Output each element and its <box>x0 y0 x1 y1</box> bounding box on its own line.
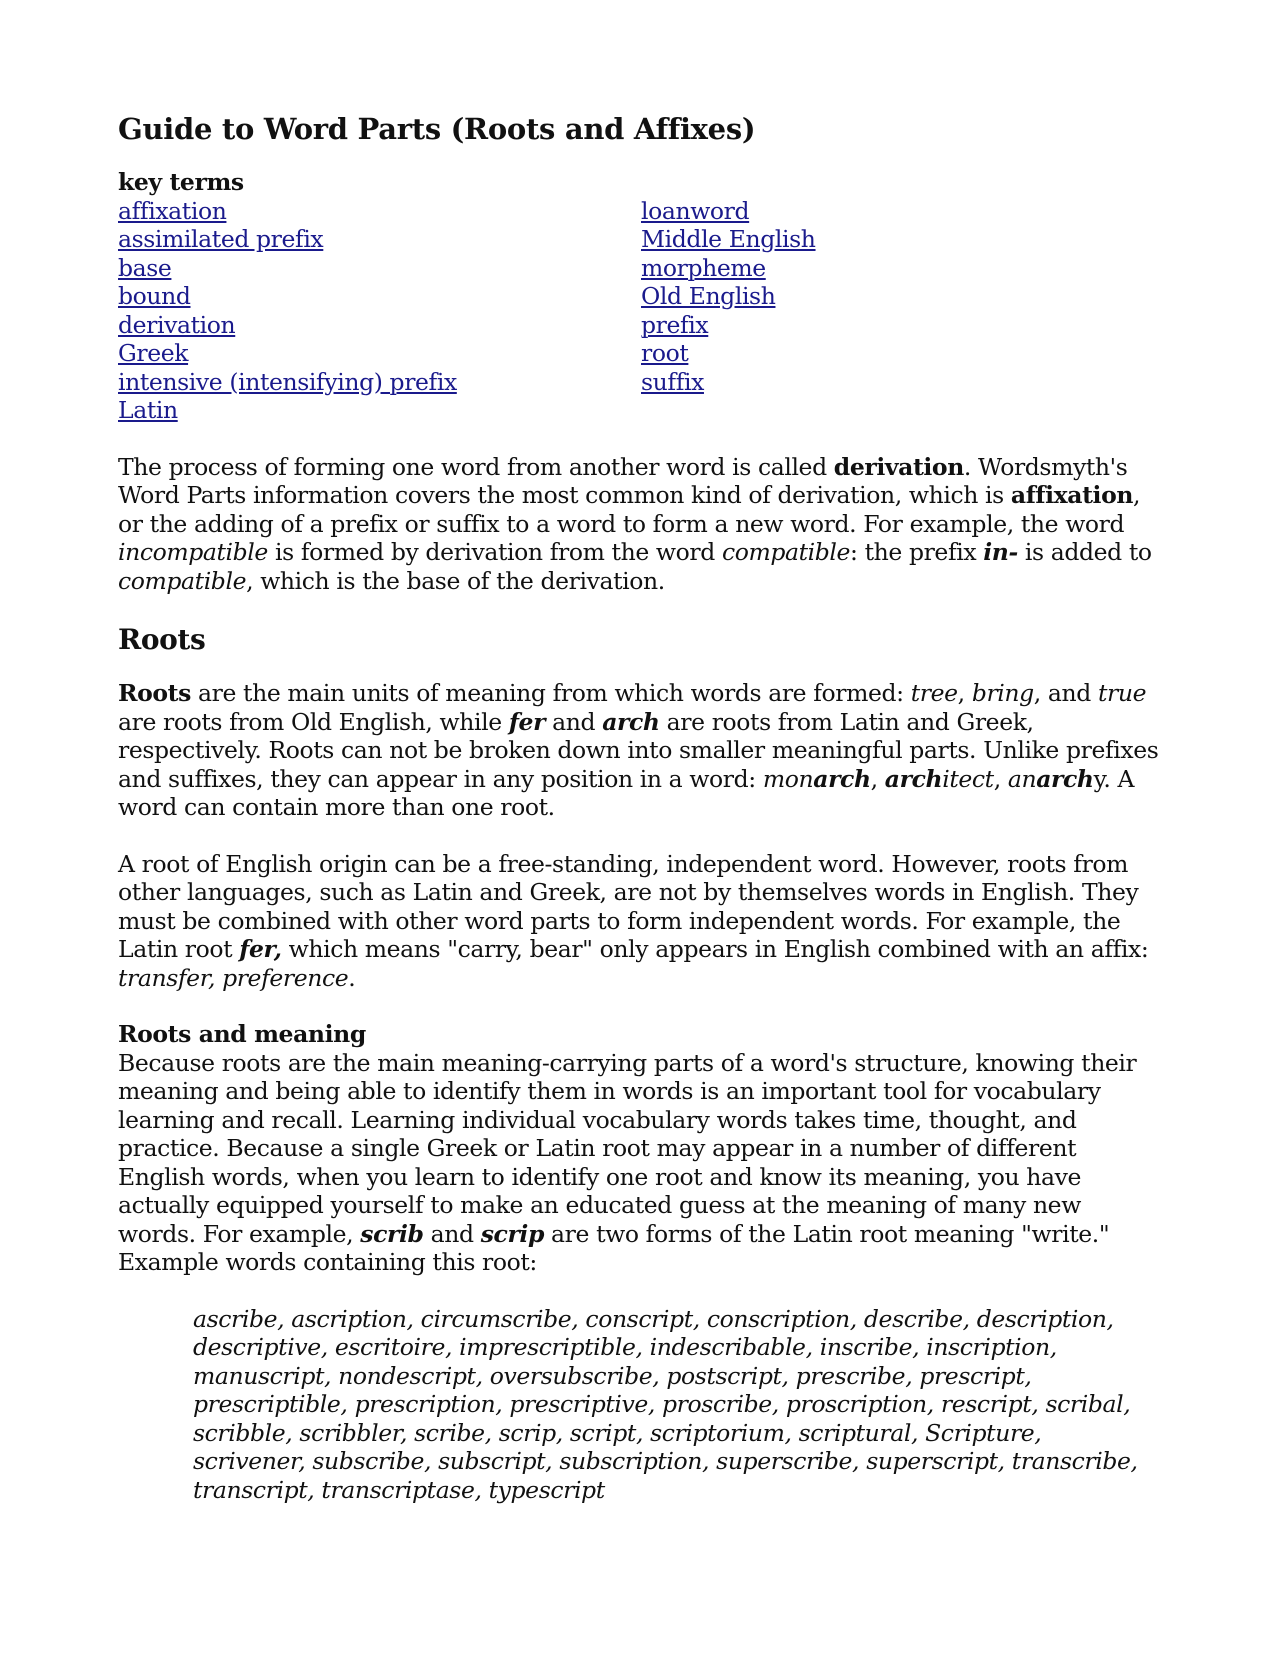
intro-text: is formed by derivation from the word <box>267 538 722 566</box>
example-transfer-preference: transfer, preference <box>118 963 349 992</box>
roots-paragraph-2 <box>118 850 1163 993</box>
example-architect-root: arch <box>884 764 943 793</box>
body-text: and <box>545 707 603 736</box>
example-anarchy-part: an <box>1007 764 1037 793</box>
example-compatible: compatible <box>721 538 851 566</box>
body-text: , <box>957 679 972 707</box>
intro-text: , or the adding of a prefix or suffix to a word to form a new word. For example, the word <box>118 481 1141 538</box>
key-terms-left-column <box>118 197 641 425</box>
term-link-root[interactable]: root <box>641 339 689 367</box>
example-tree: tree <box>910 679 958 707</box>
intro-text: is added to <box>1017 538 1152 566</box>
body-text: , and <box>1033 679 1098 707</box>
body-text: are the main units of meaning from which words are formed: <box>190 679 911 707</box>
intro-text: . Wordsmyth's Word Parts information covers the most common kind of derivation, which is <box>118 452 1128 509</box>
key-terms-heading: key terms <box>118 168 244 196</box>
example-anarchy-root: arch <box>1036 764 1094 793</box>
root-fer: fer, <box>239 935 282 963</box>
intro-paragraph <box>118 453 1163 596</box>
term-link-loanword[interactable]: loanword <box>641 196 750 225</box>
root-scrip: scrip <box>480 1219 544 1248</box>
section-heading-roots: Roots <box>118 623 206 656</box>
term-link-old-english[interactable]: Old English <box>641 282 776 310</box>
key-terms-list <box>118 197 1163 425</box>
key-terms-right-column <box>641 197 816 425</box>
example-incompatible: incompatible <box>118 538 268 566</box>
term-link-latin[interactable]: Latin <box>118 396 178 424</box>
body-text: which means "carry, bear" only appears in English combined with an affix: <box>281 935 1149 963</box>
body-text: are roots from Old English, while <box>118 707 509 736</box>
term-link-middle-english[interactable]: Middle English <box>641 225 816 253</box>
body-text: , <box>993 764 1008 793</box>
body-text: and <box>423 1219 481 1248</box>
term-link-bound[interactable]: bound <box>118 282 191 310</box>
term-link-morpheme[interactable]: morpheme <box>641 253 766 282</box>
term-roots: Roots <box>118 679 191 707</box>
term-link-prefix[interactable]: prefix <box>641 310 709 339</box>
body-text: A root of English origin can be a free-standing, independent word. However, roots from other languages, such as Latin and Greek, are not by themselves words in English. They must be combined with other word parts to form independent words. For example, the Latin root <box>118 849 1139 963</box>
example-monarch-part: mon <box>762 764 814 793</box>
example-monarch-root: arch <box>813 764 871 793</box>
term-link-affixation[interactable]: affixation <box>118 196 227 225</box>
body-text: . <box>348 963 356 992</box>
root-scrib: scrib <box>360 1219 424 1248</box>
term-affixation: affixation <box>1010 481 1134 509</box>
term-link-greek[interactable]: Greek <box>118 339 189 367</box>
example-words-list: ascribe, ascription, circumscribe, conscript, conscription, describe, description, descriptive, escritoire, imprescriptible, indescribable, inscribe, inscription, manuscript, nondescript, oversubscribe, postscript, prescribe, prescript, prescriptible, prescription, prescriptive, proscribe, proscription, rescript, scribal, scribble, scribbler, scribe, scrip, script, scriptorium, scriptural, Scripture, scrivener, subscribe, subscript, subscription, superscribe, superscript, transcribe, transcript, transcriptase, typescript <box>193 1304 1138 1504</box>
term-link-derivation[interactable]: derivation <box>118 310 236 339</box>
example-compatible: compatible <box>118 566 247 595</box>
term-link-suffix[interactable]: suffix <box>641 367 704 396</box>
root-fer: fer <box>508 707 546 736</box>
body-text: . A word can contain more than one root. <box>118 764 1135 821</box>
example-architect-part: itect <box>942 764 994 793</box>
term-link-intensive-prefix[interactable]: intensive (intensifying) prefix <box>118 367 457 396</box>
example-bring: bring <box>971 679 1034 707</box>
term-link-base[interactable]: base <box>118 253 172 282</box>
subheading-roots-and-meaning: Roots and meaning <box>118 1020 366 1048</box>
body-text: are roots from Latin and Greek, respectively. Roots can not be broken down into smaller meaningful parts. Unlike prefixes and suffixes, they can appear in any position in a word: <box>118 707 1159 793</box>
document-page <box>118 112 1163 1504</box>
roots-paragraph-1 <box>118 679 1163 822</box>
root-arch: arch <box>602 707 660 736</box>
intro-text: , which is the base of the derivation. <box>246 566 665 595</box>
intro-text: The process of forming one word from another word is called <box>118 452 834 481</box>
example-prefix-in: in- <box>983 538 1018 566</box>
page-title: Guide to Word Parts (Roots and Affixes) <box>118 112 756 146</box>
body-text: are two forms of the Latin root meaning "write." Example words containing this root: <box>118 1219 1110 1276</box>
term-derivation: derivation <box>833 452 964 481</box>
example-true: true <box>1098 679 1147 707</box>
term-link-assimilated-prefix[interactable]: assimilated prefix <box>118 225 324 253</box>
body-text: , <box>870 764 885 793</box>
body-text: Because roots are the main meaning-carrying parts of a word's structure, knowing their meaning and being able to identify them in words is an important tool for vocabulary learning and recall. Learning individual vocabulary words takes time, thought, and practice. Because a single Greek or Latin root may appear in a number of different English words, when you learn to identify one root and know its meaning, you have actually equipped yourself to make an educated guess at the meaning of many new words. For example, <box>118 1048 1137 1248</box>
roots-meaning-paragraph <box>118 1049 1163 1277</box>
intro-text: : the prefix <box>850 538 984 566</box>
example-anarchy-end: y <box>1093 764 1104 793</box>
